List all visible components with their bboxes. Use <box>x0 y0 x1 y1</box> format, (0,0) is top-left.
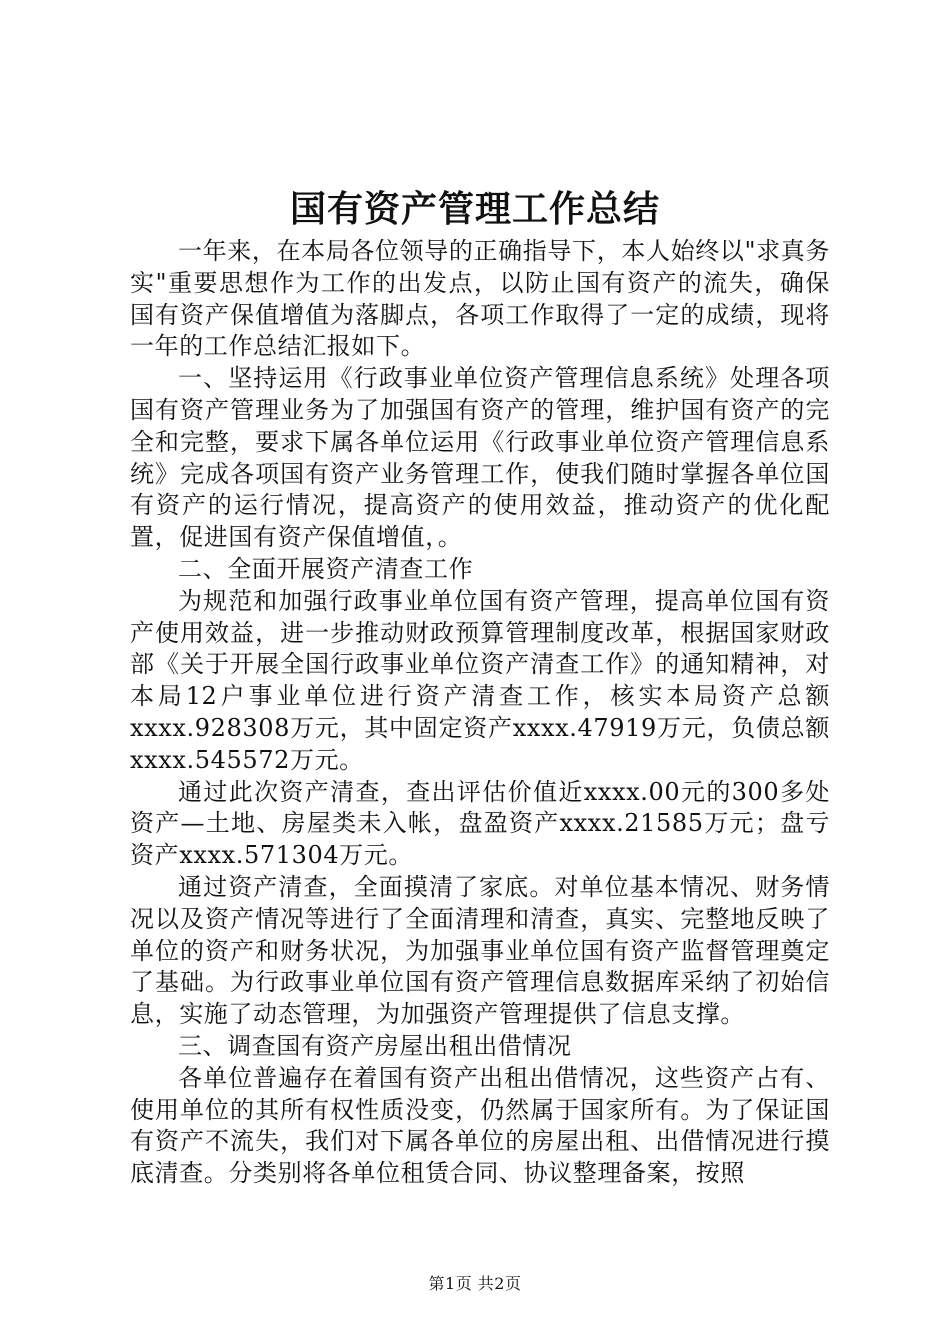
heading-section-2: 二、全面开展资产清查工作 <box>178 554 474 583</box>
paragraph-audit-results: 通过此次资产清查，查出评估价值近xxxx.00元的300多处资产—土地、房屋类未入帐，盘盈资产xxxx.21585万元；盘亏资产xxxx.571304万元。 <box>130 777 830 870</box>
document-title: 国有资产管理工作总结 <box>289 188 660 230</box>
paragraph-asset-audit: 为规范和加强行政事业单位国有资产管理，提高单位国有资产使用效益，进一步推动财政预算管理制度改革，根据国家财政部《关于开展全国行政事业单位资产清查工作》的通知精神，对本局12户事业单位进行资产清查工作，核实本局资产总额xxxx.928308万元，其中固定资产xxxx.47919万元，负债总额xxxx.545572万元。 <box>130 586 830 774</box>
page-footer: 第1页 共2页 <box>428 1274 522 1293</box>
paragraph-section-1: 一、坚持运用《行政事业单位资产管理信息系统》处理各项国有资产管理业务为了加强国有资产的管理，维护国有资产的完全和完整，要求下属各单位运用《行政事业单位资产管理信息系统》完成各项国有资产业务管理工作，使我们随时掌握各单位国有资产的运行情况，提高资产的使用效益，推动资产的优化配置，促进国有资产保值增值，。 <box>130 364 830 552</box>
document-body <box>130 236 830 1190</box>
paragraph-audit-summary: 通过资产清查，全面摸清了家底。对单位基本情况、财务情况以及资产情况等进行了全面清理和清查，真实、完整地反映了单位的资产和财务状况，为加强事业单位国有资产监督管理奠定了基础。为行政事业单位国有资产管理信息数据库采纳了初始信息，实施了动态管理，为加强资产管理提供了信息支撑。 <box>130 872 830 1029</box>
paragraph-rental-survey: 各单位普遍存在着国有资产出租出借情况，这些资产占有、使用单位的其所有权性质没变，仍然属于国家所有。为了保证国有资产不流失，我们对下属各单位的房屋出租、出借情况进行摸底清查。分类别将各单位租赁合同、协议整理备案，按照 <box>130 1063 830 1188</box>
paragraph-intro: 一年来，在本局各位领导的正确指导下，本人始终以"求真务实"重要思想作为工作的出发点，以防止国有资产的流失，确保国有资产保值增值为落脚点，各项工作取得了一定的成绩，现将一年的工作总结汇报如下。 <box>130 237 830 361</box>
heading-section-3: 三、调查国有资产房屋出租出借情况 <box>178 1031 572 1060</box>
